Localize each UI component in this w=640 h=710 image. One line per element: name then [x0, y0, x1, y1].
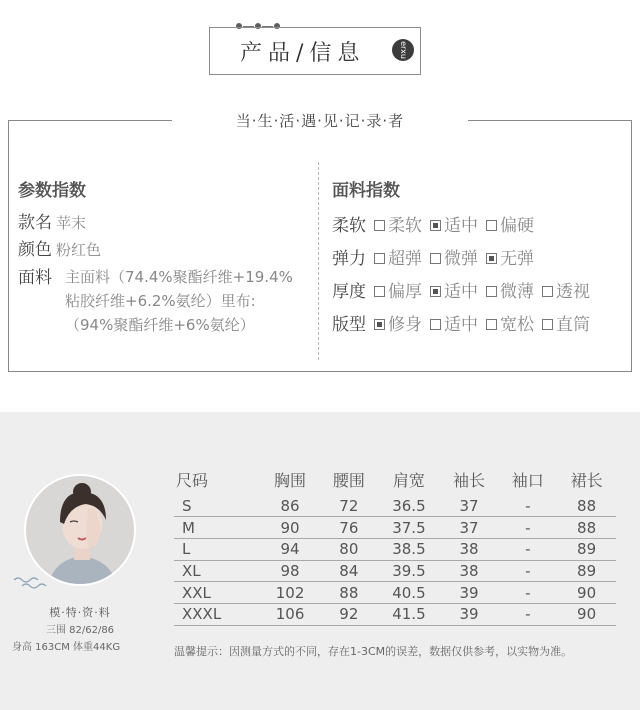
fabric-option: [430, 211, 478, 236]
table-cell: -: [498, 517, 557, 539]
table-cell: XXL: [174, 582, 261, 604]
table-cell: XXXL: [174, 603, 261, 625]
fabric-option: [374, 277, 422, 302]
table-cell: 92: [319, 603, 378, 625]
size-table: [174, 468, 616, 626]
table-cell: 39: [440, 582, 499, 604]
table-cell: 37.5: [378, 517, 439, 539]
table-cell: 41.5: [378, 603, 439, 625]
table-cell: 98: [261, 560, 320, 582]
unchecked-box-icon: [430, 253, 441, 264]
fabric-option: [430, 277, 478, 302]
table-cell: 76: [319, 517, 378, 539]
fabric-label: 厚度: [332, 282, 366, 302]
fabric-option-label: 适中: [444, 315, 478, 335]
table-header: 肩宽: [392, 471, 425, 490]
size-section: [0, 412, 640, 710]
table-cell: 37: [440, 517, 499, 539]
table-header: 尺码: [176, 471, 209, 490]
table-cell: 37: [440, 495, 499, 517]
table-cell: 39.5: [378, 560, 439, 582]
fabric-option-label: 偏厚: [388, 282, 422, 302]
panel-divider: [318, 162, 319, 360]
table-cell: -: [498, 495, 557, 517]
fabric-option: [430, 244, 478, 269]
table-cell: 72: [319, 495, 378, 517]
unchecked-box-icon: [374, 220, 385, 231]
table-cell: XL: [174, 560, 261, 582]
fabric-option: [374, 310, 422, 335]
table-cell: -: [498, 603, 557, 625]
fabric-row: [332, 310, 590, 335]
spec-row-name: [18, 208, 86, 233]
unchecked-box-icon: [542, 319, 553, 330]
fabric-option-label: 偏硬: [500, 216, 534, 236]
fabric-row: [332, 277, 590, 302]
tagline: 当·生·活·遇·见·记·录·者: [235, 112, 405, 130]
header-title-box: [209, 27, 421, 75]
fabric-option: [542, 277, 590, 302]
model-avatar: [24, 474, 136, 586]
fabric-label: 弹力: [332, 249, 366, 269]
table-cell: 36.5: [378, 495, 439, 517]
checked-box-icon: [374, 319, 385, 330]
fabric-title: 面料指数: [332, 181, 400, 201]
fabric-option: [374, 211, 422, 236]
unchecked-box-icon: [374, 286, 385, 297]
fabric-option: [486, 211, 534, 236]
table-header: 裙长: [570, 471, 603, 490]
fabric-option: [374, 244, 422, 269]
fabric-option-label: 超弹: [388, 249, 422, 269]
fabric-option: [542, 310, 590, 335]
unchecked-box-icon: [486, 319, 497, 330]
unchecked-box-icon: [374, 253, 385, 264]
table-row: [174, 603, 616, 625]
wave-ornament: [12, 574, 52, 594]
table-cell: 38: [440, 538, 499, 560]
fabric-option: [486, 244, 534, 269]
spec-label: 颜色: [18, 240, 52, 260]
unchecked-box-icon: [430, 319, 441, 330]
brand-badge: erxu: [392, 39, 414, 61]
table-cell: S: [174, 495, 261, 517]
table-cell: -: [498, 538, 557, 560]
table-cell: -: [498, 582, 557, 604]
measurement-hint: 温馨提示：因测量方式的不同，存在1-3CM的误差，数据仅供参考，以实物为准。: [174, 645, 573, 658]
table-cell: 40.5: [378, 582, 439, 604]
page-title: 产品/信息: [240, 41, 366, 66]
checked-box-icon: [486, 253, 497, 264]
fabric-option: [486, 310, 534, 335]
fabric-label: 版型: [332, 315, 366, 335]
fabric-option-label: 微薄: [500, 282, 534, 302]
table-cell: 88: [557, 517, 616, 539]
fabric-option-label: 适中: [444, 282, 478, 302]
table-cell: 84: [319, 560, 378, 582]
unchecked-box-icon: [486, 286, 497, 297]
table-row: [174, 538, 616, 560]
spec-label: 款名: [18, 213, 52, 233]
fabric-row: [332, 211, 534, 236]
table-cell: 89: [557, 538, 616, 560]
fabric-option-label: 直筒: [556, 315, 590, 335]
table-cell: 39: [440, 603, 499, 625]
table-cell: 89: [557, 560, 616, 582]
model-title: 模·特·资·料: [49, 606, 111, 619]
unchecked-box-icon: [486, 220, 497, 231]
table-cell: 38: [440, 560, 499, 582]
table-cell: -: [498, 560, 557, 582]
spec-value: 主面料（74.4%聚酯纤维+19.4%粘胶纤维+6.2%氨纶）里布:（94%聚酯纤维+6%氨纶）: [65, 268, 293, 334]
fabric-option-label: 宽松: [500, 315, 534, 335]
table-cell: M: [174, 517, 261, 539]
spec-value: 苹末: [56, 214, 87, 232]
table-cell: L: [174, 538, 261, 560]
fabric-option-label: 柔软: [388, 216, 422, 236]
table-row: [174, 582, 616, 604]
table-row: [174, 517, 616, 539]
table-row: [174, 495, 616, 517]
table-cell: 88: [557, 495, 616, 517]
table-cell: 106: [261, 603, 320, 625]
table-header: 腰围: [332, 471, 365, 490]
table-cell: 94: [261, 538, 320, 560]
model-height-weight: 身高 163CM 体重44KG: [12, 642, 121, 653]
table-cell: 90: [261, 517, 320, 539]
fabric-option-label: 无弹: [500, 249, 534, 269]
table-cell: 86: [261, 495, 320, 517]
table-cell: 80: [319, 538, 378, 560]
spec-label: 面料: [18, 268, 52, 288]
fabric-option-label: 适中: [444, 216, 478, 236]
checked-box-icon: [430, 220, 441, 231]
table-cell: 38.5: [378, 538, 439, 560]
fabric-option: [430, 310, 478, 335]
table-cell: 90: [557, 582, 616, 604]
table-cell: 102: [261, 582, 320, 604]
table-header: 胸围: [274, 471, 307, 490]
fabric-option-label: 微弹: [444, 249, 478, 269]
table-row: [174, 560, 616, 582]
fabric-row: [332, 244, 534, 269]
model-measurements: 三围 82/62/86: [45, 625, 115, 636]
table-header: 袖口: [511, 471, 544, 490]
checked-box-icon: [430, 286, 441, 297]
table-cell: 90: [557, 603, 616, 625]
specs-title: 参数指数: [18, 181, 86, 201]
fabric-label: 柔软: [332, 216, 366, 236]
spec-row-color: [18, 235, 101, 260]
spec-value: 粉红色: [56, 241, 102, 259]
unchecked-box-icon: [542, 286, 553, 297]
fabric-option: [486, 277, 534, 302]
fabric-option-label: 修身: [388, 315, 422, 335]
table-cell: 88: [319, 582, 378, 604]
fabric-option-label: 透视: [556, 282, 590, 302]
table-header: 袖长: [452, 471, 485, 490]
